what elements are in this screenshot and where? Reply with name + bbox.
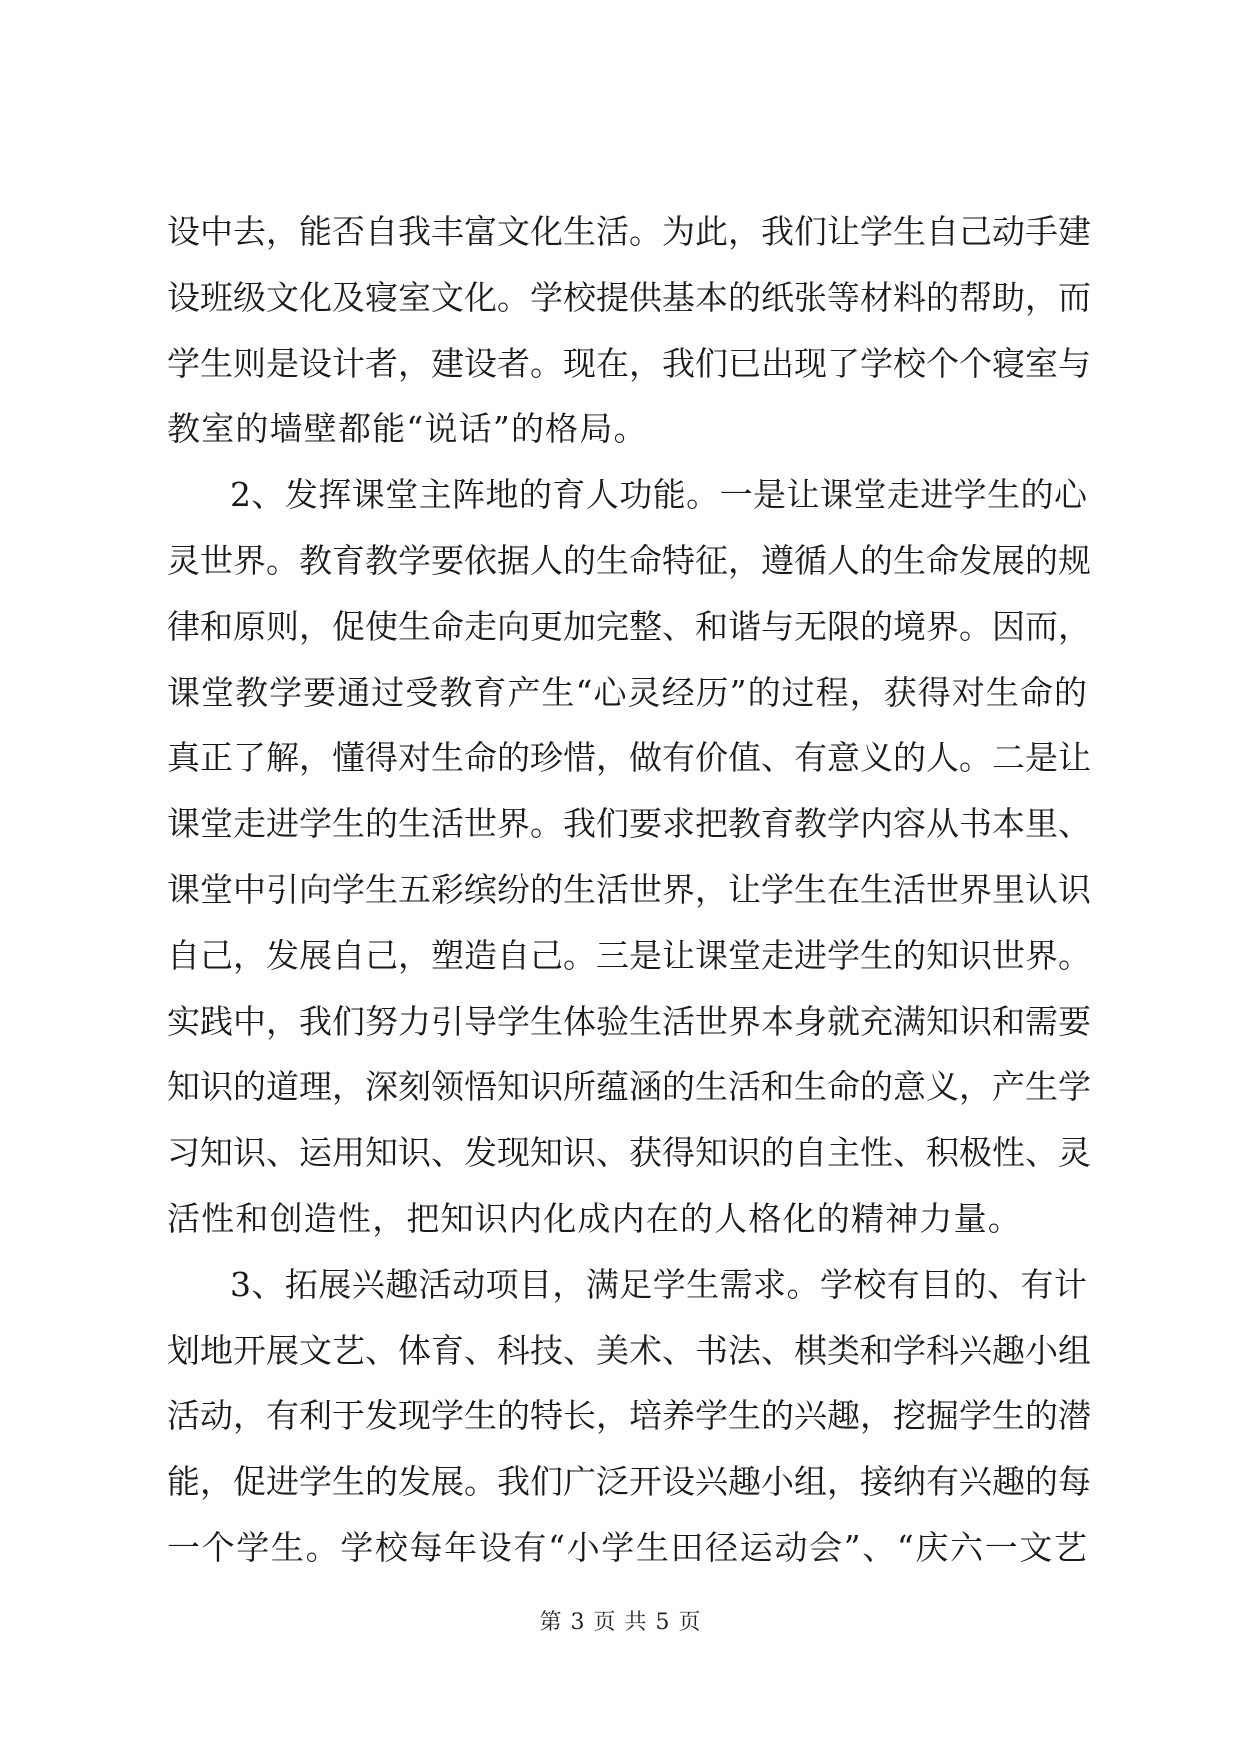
text-line: 教室的墙壁都能“说话”的格局。 (167, 409, 648, 449)
text-line: 2、发挥课堂主阵地的育人功能。一是让课堂走进学生的心 (230, 475, 1087, 515)
text-line: 活性和创造性，把知识内化成内在的人格化的精神力量。 (167, 1199, 1022, 1238)
text-line: 真正了解，懂得对生命的珍惜，做有价值、有意义的人。二是让 (167, 738, 1091, 778)
text-line: 课堂中引向学生五彩缤纷的生活世界，让学生在生活世界里认识 (167, 870, 1091, 909)
text-line: 课堂教学要通过受教育产生“心灵经历”的过程，获得对生命的 (167, 672, 1087, 712)
text-line: 设班级文化及寝室文化。学校提供基本的纸张等材料的帮助，而 (167, 277, 1091, 317)
page-number-footer: 第 3 页 共 5 页 (539, 1610, 702, 1635)
text-line: 一个学生。学校每年设有“小学生田径运动会”、“庆六一文艺 (167, 1528, 1087, 1567)
text-line: 能，促进学生的发展。我们广泛开设兴趣小组，接纳有兴趣的每 (167, 1462, 1091, 1502)
text-line: 课堂走进学生的生活世界。我们要求把教育教学内容从书本里、 (167, 804, 1091, 844)
text-line: 知识的道理，深刻领悟知识所蕴涵的生活和生命的意义，产生学 (167, 1067, 1091, 1107)
text-line: 灵世界。教育教学要依据人的生命特征，遵循人的生命发展的规 (167, 541, 1091, 580)
text-line: 设中去，能否自我丰富文化生活。为此，我们让学生自己动手建 (167, 212, 1091, 251)
text-line: 划地开展文艺、体育、科技、美术、书法、棋类和学科兴趣小组 (167, 1330, 1091, 1370)
text-line: 3、拓展兴趣活动项目，满足学生需求。学校有目的、有计 (230, 1264, 1087, 1304)
text-line: 学生则是设计者，建设者。现在，我们已出现了学校个个寝室与 (167, 343, 1091, 383)
text-line: 律和原则，促使生命走向更加完整、和谐与无限的境界。因而， (167, 606, 1091, 646)
text-line: 自己，发展自己，塑造自己。三是让课堂走进学生的知识世界。 (167, 935, 1091, 975)
text-line: 习知识、运用知识、发现知识、获得知识的自主性、积极性、灵 (167, 1133, 1091, 1173)
text-line: 实践中，我们努力引导学生体验生活世界本身就充满知识和需要 (167, 1001, 1091, 1041)
text-line: 活动，有利于发现学生的特长，培养学生的兴趣，挖掘学生的潜 (167, 1396, 1091, 1436)
